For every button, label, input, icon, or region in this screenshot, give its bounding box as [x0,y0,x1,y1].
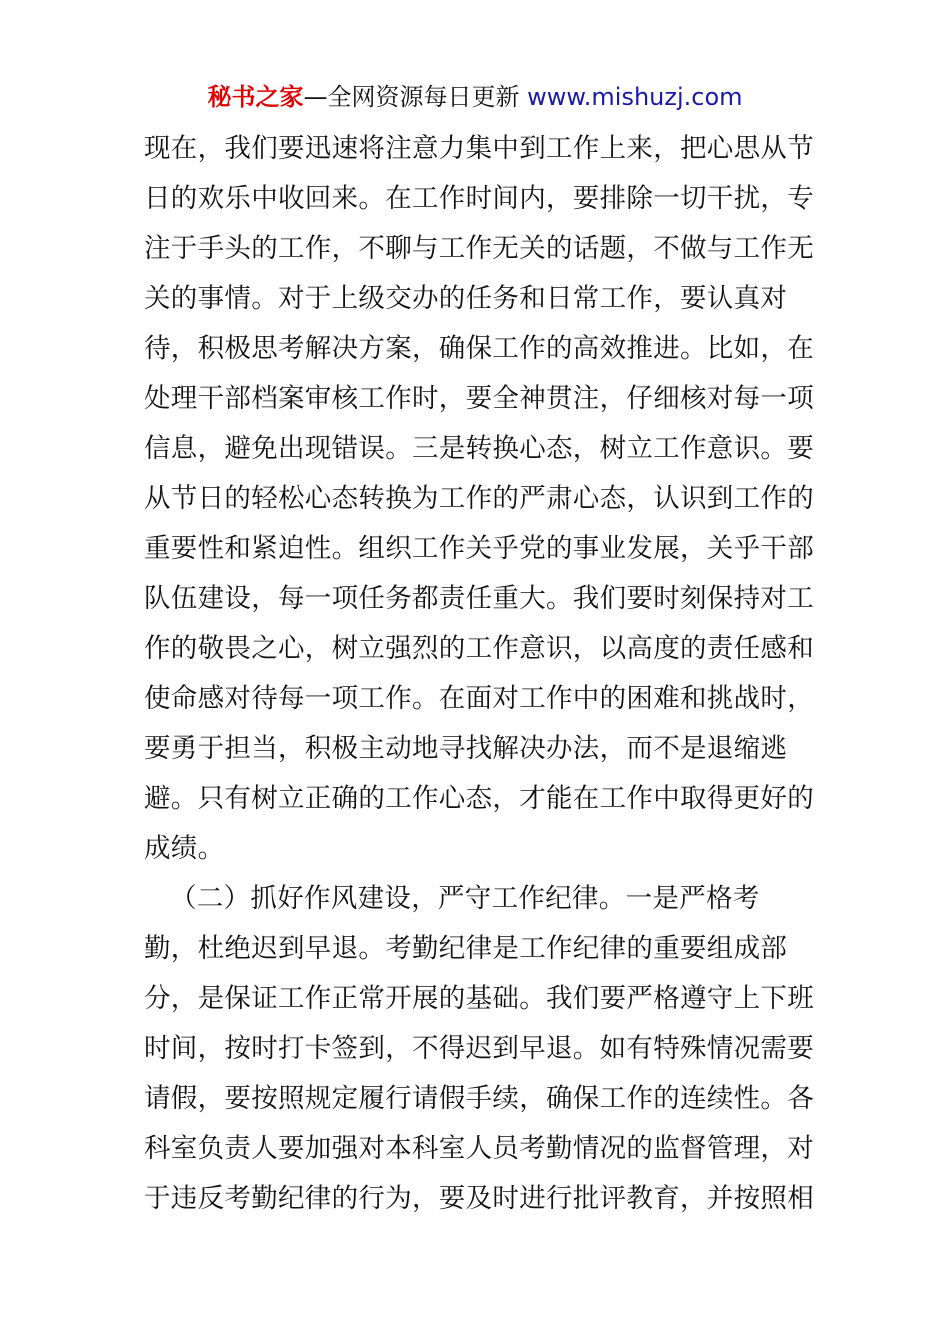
text-line: 要勇于担当，积极主动地寻找解决办法，而不是退缩逃 [144,733,788,764]
text-line: 勤，杜绝迟到早退。考勤纪律是工作纪律的重要组成部 [144,933,788,964]
text-line: 处理干部档案审核工作时，要全神贯注，仔细核对每一项 [144,383,814,414]
site-brand: 秘书之家 [207,83,304,111]
text-line: 现在，我们要迅速将注意力集中到工作上来，把心思从节 [144,133,814,164]
text-line: 关的事情。对于上级交办的任务和日常工作，要认真对 [144,283,788,314]
text-line: 避。只有树立正确的工作心态，才能在工作中取得更好的 [144,783,814,814]
text-line: 重要性和紧迫性。组织工作关乎党的事业发展，关乎干部 [144,533,814,564]
site-url: www.mishuzj.com [519,83,743,111]
text-line: 队伍建设，每一项任务都责任重大。我们要时刻保持对工 [144,583,814,614]
text-line: 从节日的轻松心态转换为工作的严肃心态，认识到工作的 [144,483,814,514]
paragraph-start-line: （二）抓好作风建设，严守工作纪律。一是严格考 [170,883,760,914]
text-line: 分，是保证工作正常开展的基础。我们要严格遵守上下班 [144,983,814,1014]
text-line: 待，积极思考解决方案，确保工作的高效推进。比如，在 [144,333,814,364]
page-header [0,80,950,114]
text-line: 作的敬畏之心，树立强烈的工作意识，以高度的责任感和 [144,633,814,664]
text-line: 日的欢乐中收回来。在工作时间内，要排除一切干扰，专 [144,183,814,214]
text-line: 使命感对待每一项工作。在面对工作中的困难和挑战时， [144,683,814,714]
text-line: 于违反考勤纪律的行为，要及时进行批评教育，并按照相 [144,1183,814,1214]
text-line: 请假，要按照规定履行请假手续，确保工作的连续性。各 [144,1083,814,1114]
text-line: 科室负责人要加强对本科室人员考勤情况的监督管理，对 [144,1133,814,1164]
text-line: 时间，按时打卡签到，不得迟到早退。如有特殊情况需要 [144,1033,814,1064]
text-line: 信息，避免出现错误。三是转换心态，树立工作意识。要 [144,433,814,464]
site-tagline: —全网资源每日更新 [303,83,520,111]
text-line: 成绩。 [144,833,225,864]
text-line: 注于手头的工作，不聊与工作无关的话题，不做与工作无 [144,233,814,264]
